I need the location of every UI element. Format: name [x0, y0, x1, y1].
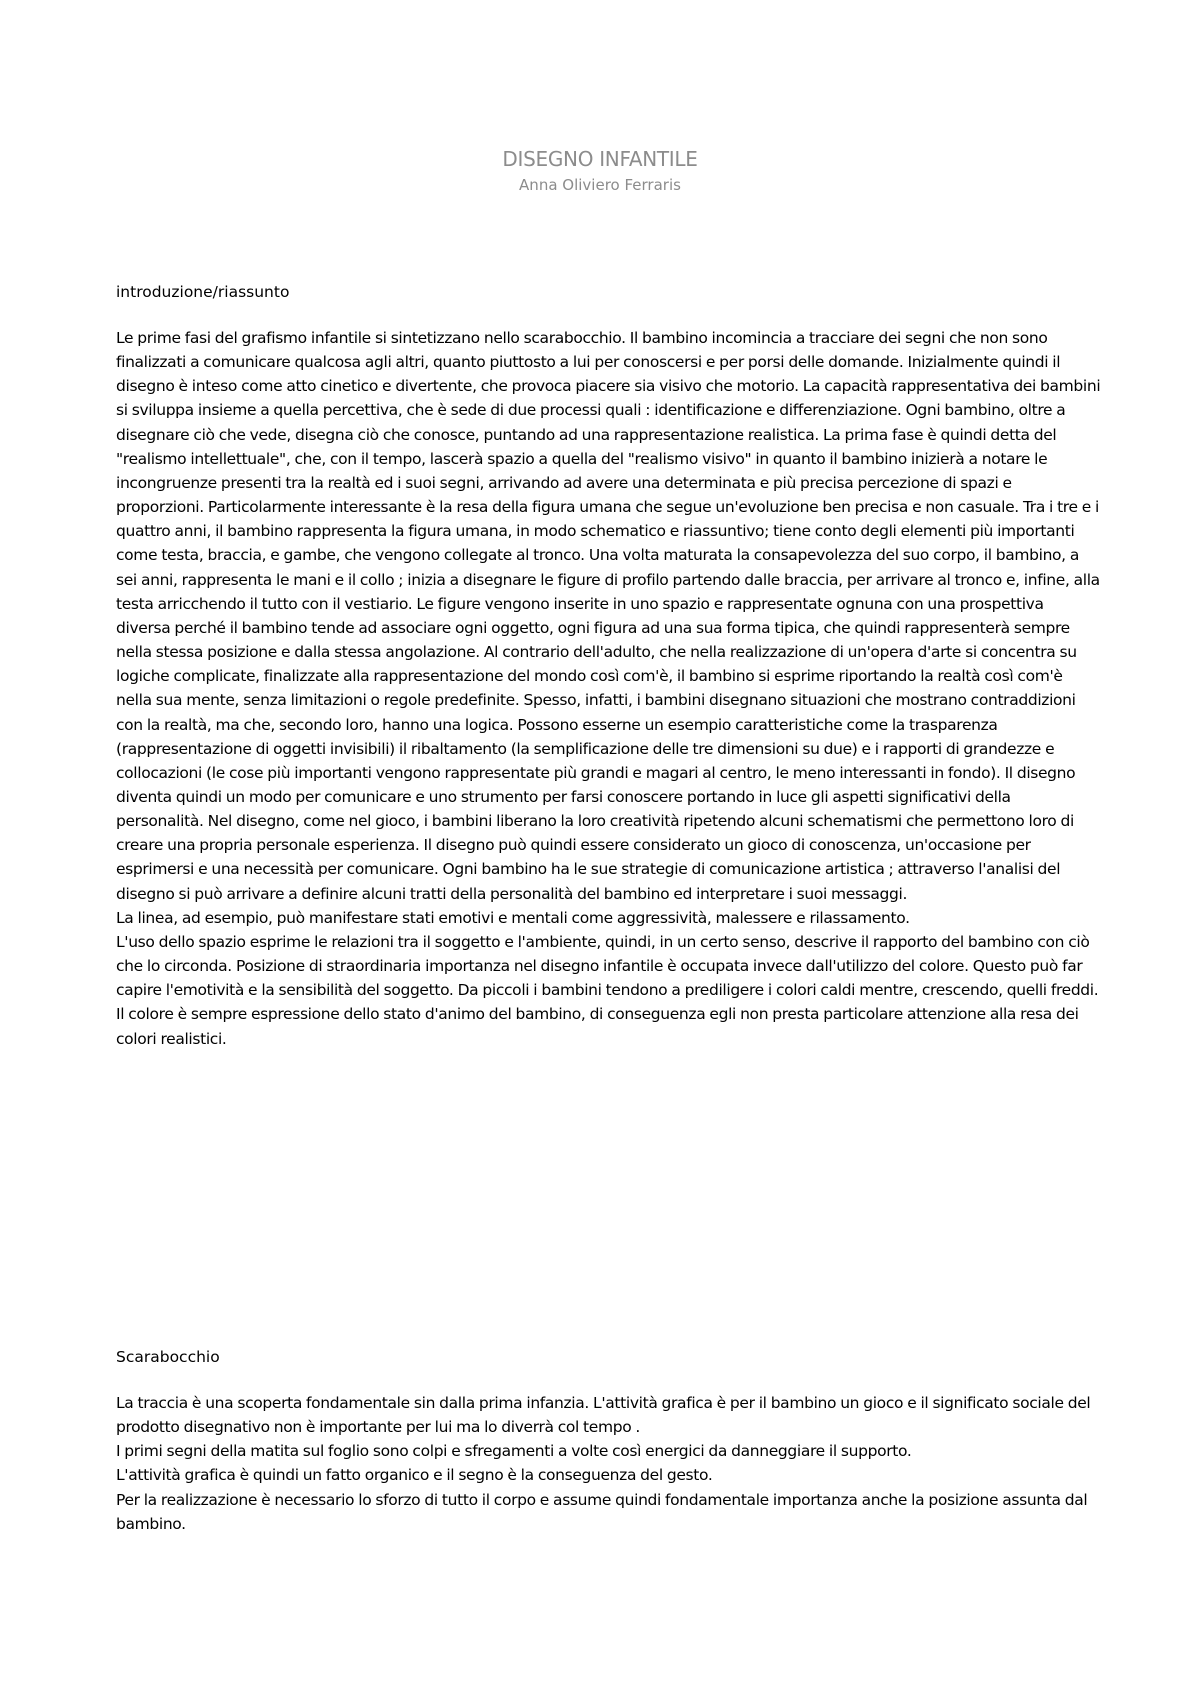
document-title: DISEGNO INFANTILE: [502, 147, 698, 171]
paragraph: I primi segni della matita sul foglio sono colpi e sfregamenti a volte così energici da danneggiare il supporto.: [116, 1442, 912, 1461]
paragraph: L'uso dello spazio esprime le relazioni tra il soggetto e l'ambiente, quindi, in un certo senso, descrive il rapporto del bambino con ciò che lo circonda. Posizione di straordinaria importanza nel disegno infantile è occupata invece dall'utilizzo del colore. Questo può far capire l'emotività e la sensibilità del soggetto. Da piccoli i bambini tendono a prediligere i colori caldi mentre, crescendo, quelli freddi.: [116, 932, 1099, 1000]
section-heading: Scarabocchio: [116, 1348, 220, 1366]
section-scarabocchio: [116, 1345, 1101, 1536]
paragraph: Il colore è sempre espressione dello stato d'animo del bambino, di conseguenza egli non presta particolare attenzione alla resa dei colori realistici.: [116, 1005, 1079, 1048]
document-author: Anna Oliviero Ferraris: [519, 176, 681, 194]
paragraph: Per la realizzazione è necessario lo sforzo di tutto il corpo e assume quindi fondamentale importanza anche la posizione assunta dal bambino.: [116, 1490, 1088, 1533]
paragraph: La traccia è una scoperta fondamentale sin dalla prima infanzia. L'attività grafica è per il bambino un gioco e il significato sociale del prodotto disegnativo non è importante per lui ma lo diverrà col tempo .: [116, 1394, 1091, 1437]
section-introduzione: [116, 280, 1101, 1051]
section-heading: introduzione/riassunto: [116, 283, 290, 301]
paragraph: Le prime fasi del grafismo infantile si sintetizzano nello scarabocchio. Il bambino incomincia a tracciare dei segni che non sono finalizzati a comunicare qualcosa agli altri, quanto piuttosto a lui per conoscersi e per porsi delle domande. Inizialmente quindi il disegno è inteso come atto cinetico e divertente, che provoca piacere sia visivo che motorio. La capacità rappresentativa dei bambini si sviluppa insieme a quella percettiva, che è sede di due processi quali : identificazione e differenziazione. Ogni bambino, oltre a disegnare ciò che vede, disegna ciò che conosce, puntando ad una rappresentazione realistica. La prima fase è quindi detta del "realismo intellettuale", che, con il tempo, lascerà spazio a quella del "realismo visivo" in quanto il bambino inizierà a notare le incongruenze presenti tra la realtà ed i suoi segni, arrivando ad avere una determinata e più precisa percezione di spazi e proporzioni. Particolarmente interessante è la resa della figura umana che segue un'evoluzione ben precisa e non casuale. Tra i tre e i quattro anni, il bambino rappresenta la figura umana, in modo schematico e riassuntivo; tiene conto degli elementi più importanti come testa, braccia, e gambe, che vengono collegate al tronco. Una volta maturata la consapevolezza del suo corpo, il bambino, a sei anni, rappresenta le mani e il collo ; inizia a disegnare le figure di profilo partendo dalle braccia, per arrivare al tronco e, infine, alla testa arricchendo il tutto con il vestiario. Le figure vengono inserite in uno spazio e rappresentate ognuna con una prospettiva diversa perché il bambino tende ad associare ogni oggetto, ogni figura ad una sua forma tipica, che quindi rappresenterà sempre nella stessa posizione e dalla stessa angolazione. Al contrario dell'adulto, che nella realizzazione di un'opera d'arte si concentra su logiche complicate, finalizzate alla rappresentazione del mondo così com'è, il bambino si esprime riportando la realtà così com'è nella sua mente, senza limitazioni o regole predefinite. Spesso, infatti, i bambini disegnano situazioni che mostrano contraddizioni con la realtà, ma che, secondo loro, hanno una logica. Possono esserne un esempio caratteristiche come la trasparenza (rappresentazione di oggetti invisibili) il ribaltamento (la semplificazione delle tre dimensioni su due) e i rapporti di grandezze e collocazioni (le cose più importanti vengono rappresentate più grandi e magari al centro, le meno interessanti in fondo). Il disegno diventa quindi un modo per comunicare e uno strumento per farsi conoscere portando in luce gli aspetti significativi della personalità. Nel disegno, come nel gioco, i bambini liberano la loro creatività ripetendo alcuni schematismi che permettono loro di creare una propria personale esperienza. Il disegno può quindi essere considerato un gioco di conoscenza, un'occasione per esprimersi e una necessità per comunicare. Ogni bambino ha le sue strategie di comunicazione artistica ; attraverso l'analisi del disegno si può arrivare a definire alcuni tratti della personalità del bambino ed interpretare i suoi messaggi.: [116, 329, 1101, 903]
paragraph: L'attività grafica è quindi un fatto organico e il segno è la conseguenza del gesto.: [116, 1466, 713, 1485]
paragraph: La linea, ad esempio, può manifestare stati emotivi e mentali come aggressività, malessere e rilassamento.: [116, 908, 910, 927]
